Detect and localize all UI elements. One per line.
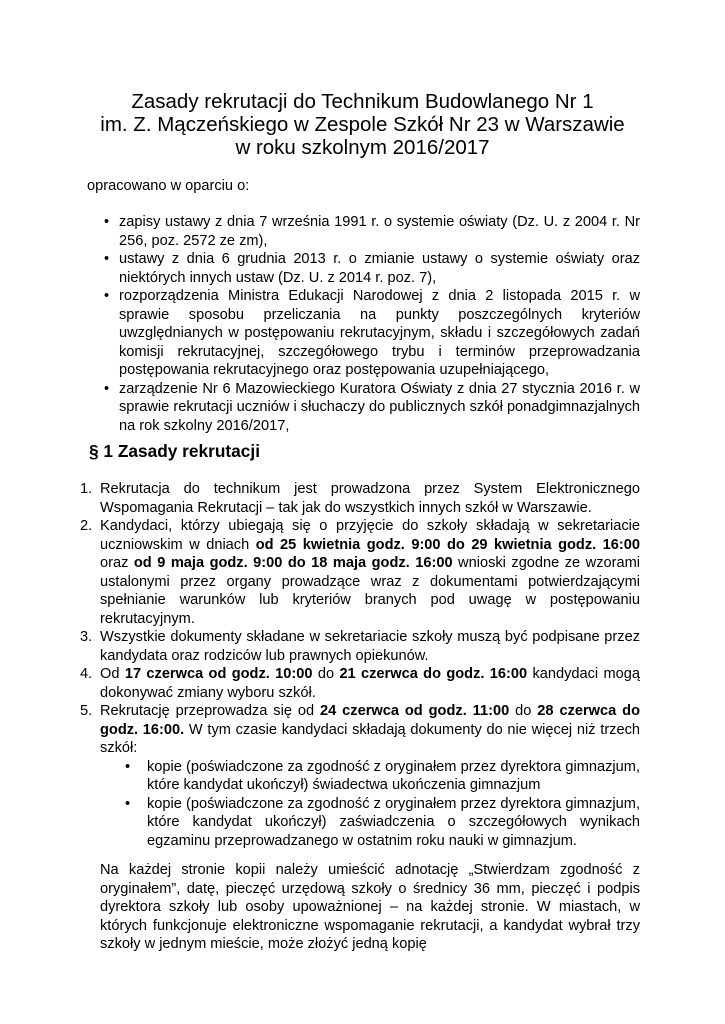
rule-number: 4. xyxy=(80,666,93,682)
document-item: • kopie (poświadczone za zgodność z oryginałem przez dyrektora gimnazjum, które kandydat ukończył) świadectwa ukończenia gimnazjum xyxy=(120,758,640,795)
rule-text: Wszystkie dokumenty składane w sekretariacie szkoły muszą być podpisane przez kandydata oraz rodziców lub prawnych opiekunów. xyxy=(100,629,640,664)
rule-text: do xyxy=(312,666,340,682)
legal-basis-item: • rozporządzenia Ministra Edukacji Narodowej z dnia 2 listopada 2015 r. w sprawie sposobu przeliczania na punkty poszczególnych kryteriów uwzględnianych w postępowaniu rekrutacyjnym, składu i szczegółowych zadań komisji rekrutacyjnej, szczegółowego trybu i terminów przeprowadzania postępowania rekrutacyjnego oraz postępowania uzupełniającego, xyxy=(87,287,640,380)
rule-number: 2. xyxy=(80,518,93,534)
date-to: 21 czerwca do godz. 16:00 xyxy=(339,666,528,682)
rule-item-3 xyxy=(80,628,640,665)
rule-text: do xyxy=(509,703,538,719)
copy-certification-paragraph: Na każdej stronie kopii należy umieścić adnotację „Stwierdzam zgodność z oryginałem”, datę, pieczęć urzędową szkoły o średnicy 36 mm, pieczęć i podpis dyrektora szkoły lub osoby upoważnionej – na każdej stronie. W miastach, w których funkcjonuje elektroniczne wspomaganie rekrutacji, a kandydat wybrał trzy szkoły w jednym mieście, może złożyć jedną kopię xyxy=(100,862,640,952)
rule-text: oraz xyxy=(100,555,134,571)
legal-basis-item: • zarządzenie Nr 6 Mazowieckiego Kuratora Oświaty z dnia 27 stycznia 2016 r. w sprawie rekrutacji uczniów i słuchaczy do publicznych szkół ponadgimnazjalnych na rok szkolny 2016/2017, xyxy=(87,380,640,436)
rule-number: 1. xyxy=(80,481,93,497)
rule-item-4 xyxy=(80,665,640,702)
rule-number: 5. xyxy=(80,703,93,719)
documents-list xyxy=(100,758,640,851)
rule-text: Rekrutacja do technikum jest prowadzona przez System Elektronicznego Wspomagania Rekrutacji – tak jak do wszystkich innych szkół w Warszawie. xyxy=(100,481,640,516)
rule-text: W tym czasie kandydaci składają dokumenty do nie więcej niż trzech szkół: xyxy=(100,721,641,756)
section-heading: § 1 Zasady rekrutacji xyxy=(89,441,260,461)
rule-item-1 xyxy=(80,480,640,517)
legal-basis-list xyxy=(87,213,640,435)
document-item: • kopie (poświadczone za zgodność z oryginałem przez dyrektora gimnazjum, które kandydat ukończył) zaświadczenia o szczegółowych wynikach egzaminu przeprowadzanego w ostatnim roku nauki w gimnazjum. xyxy=(120,795,640,851)
rule-text: kandydaci mogą dokonywać zmiany wyboru szkół. xyxy=(100,666,641,701)
date-to: 28 czerwca do godz. 16:00. xyxy=(100,703,641,738)
legal-basis-item: • ustawy z dnia 6 grudnia 2013 r. o zmianie ustawy o systemie oświaty oraz niektórych innych ustaw (Dz. U. z 2014 r. poz. 7), xyxy=(87,250,640,287)
date-from: 17 czerwca od godz. 10:00 xyxy=(124,666,313,682)
rule-item-2 xyxy=(80,517,640,628)
intro-text: opracowano w oparciu o: xyxy=(87,178,250,194)
legal-basis-item: • zapisy ustawy z dnia 7 września 1991 r. o systemie oświaty (Dz. U. z 2004 r. Nr 256, poz. 2572 ze zm), xyxy=(87,213,640,250)
date-range-2: od 9 maja godz. 9:00 do 18 maja godz. 16:00 xyxy=(133,555,453,571)
rule-number: 3. xyxy=(80,629,93,645)
title-line-2: im. Z. Mączeńskiego w Zespole Szkół Nr 23 w Warszawie xyxy=(100,113,625,136)
date-from: 24 czerwca od godz. 11:00 xyxy=(320,703,510,719)
rule-item-5 xyxy=(80,702,640,954)
rule-text: wnioski zgodne ze wzorami ustalonymi przez organy prowadzące wraz z dokumentami potwierdzającymi spełnianie warunków lub kryteriów branych pod uwagę w postępowaniu rekrutacyjnym. xyxy=(100,555,640,627)
rule-text: Rekrutację przeprowadza się od xyxy=(100,703,321,719)
title-line-3: w roku szkolnym 2016/2017 xyxy=(235,136,490,159)
rule-text: Od xyxy=(100,666,125,682)
rules-list xyxy=(80,480,640,954)
rule-text: Kandydaci, którzy ubiegają się o przyjęcie do szkoły składają w sekretariacie uczniowskim w dniach xyxy=(100,518,640,553)
title-line-1: Zasady rekrutacji do Technikum Budowlanego Nr 1 xyxy=(131,90,594,113)
document-title xyxy=(80,90,645,159)
date-range-1: od 25 kwietnia godz. 9:00 do 29 kwietnia godz. 16:00 xyxy=(255,536,640,553)
